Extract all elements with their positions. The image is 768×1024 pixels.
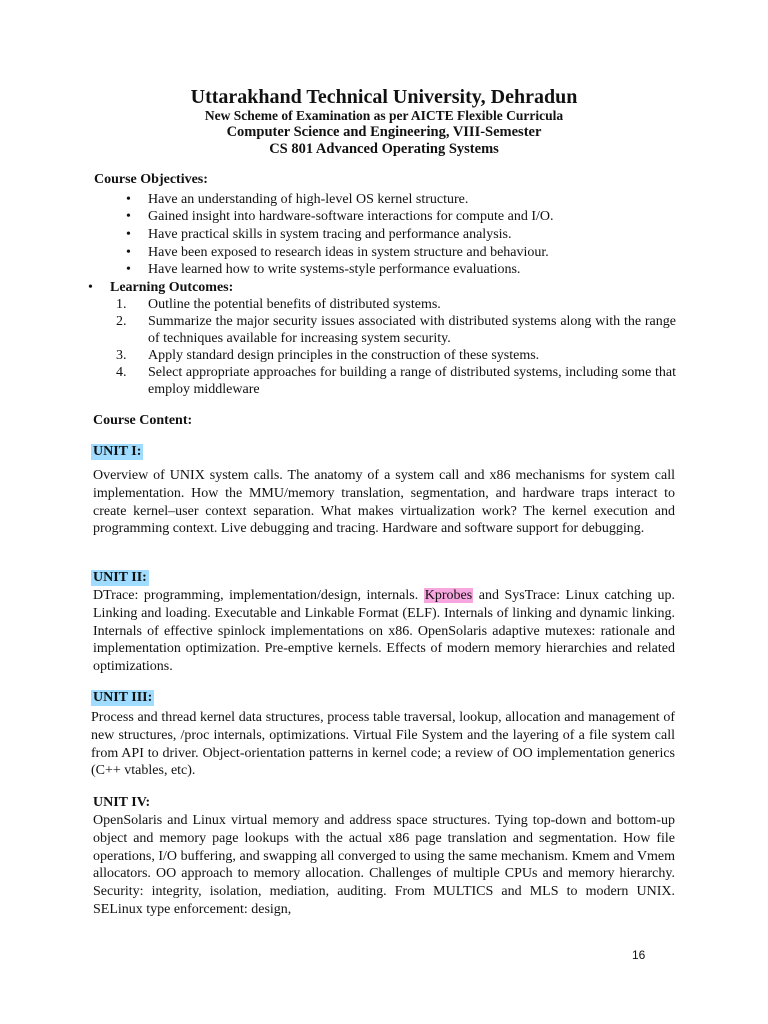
bullet-icon: • xyxy=(88,280,93,295)
unit-2-title: UNIT II: xyxy=(93,570,147,585)
document-page: Uttarakhand Technical University, Dehradun New Scheme of Examination as per AICTE Flexible Curricula Computer Science and Engineering, VIII-Semester CS 801 Advanced Operating Systems Course Objectives: • Have an understanding of high-level OS kernel structure. • Gained insight into hardware-software interactions for compute and I/O. • Have practical skills in system tracing and performance analysis. • Have been exposed to research ideas in system structure and behaviour. • Have learned how to write systems-style performance evaluations. • Learning Outcomes: 1. Outline the potential benefits of distributed systems. 2. Summarize the major security issues associated with distributed systems along with the range of techniques available for increasing system security. 3. Apply standard design principles in the construction of these systems. 4. Select appropriate approaches for building a range of distributed systems, including some that employ middleware Course Content: UNIT I: Overview of UNIX system calls. The anatomy of a system call and x86 mechanisms for system call implementation. How the MMU/memory translation, segmentation, and hardware traps interact to create kernel–user context separation. What makes virtualization work? The kernel execution and programming context. Live debugging and tracing. Hardware and software support for debugging. UNIT II: DTrace: programming, implementation/design, internals. Kprobes and SysTrace: Linux catching up. Linking and loading. Executable and Linkable Format (ELF). Internals of linking and dynamic linking. Internals of effective spinlock implementations on x86. OpenSolaris adaptive mutexes: rationale and implementation optimization. Pre-emptive kernels. Effects of modern memory hierarchies and related optimizations. UNIT III: Process and thread kernel data structures, process table traversal, lookup, allocation and management of new structures, /proc internals, optimizations. Virtual File System and the layering of a file system call from API to driver. Object-orientation patterns in kernel code; a review of OO implementation generics (C++ vtables, etc). UNIT IV: OpenSolaris and Linux virtual memory and address space structures. Tying top-down and bottom-up object and memory page lookups with the actual x86 page translation and segmentation. How file operations, I/O buffering, and swapping all converged to using the same mechanism. Kmem and Vmem allocators. OO approach to memory allocation. Challenges of multiple CPUs and memory hierarchy. Security: integrity, isolation, mediation, auditing. From MULTICS and MLS to modern UNIX. SELinux type enforcement: design, 16 xyxy=(0,0,768,1024)
outcomes-heading: Learning Outcomes: xyxy=(110,280,234,295)
page-number: 16 xyxy=(632,948,646,962)
objectives-heading: Course Objectives: xyxy=(94,172,208,187)
bullet-icon: • xyxy=(126,209,131,224)
course-content-heading: Course Content: xyxy=(93,413,193,428)
unit-4-title: UNIT IV: xyxy=(93,795,151,810)
bullet-icon: • xyxy=(126,227,131,242)
list-item: 4. Select appropriate approaches for building a range of distributed systems, including some that employ middleware xyxy=(116,365,676,397)
university-title: Uttarakhand Technical University, Dehradun xyxy=(190,86,578,108)
scheme-subtitle: New Scheme of Examination as per AICTE Flexible Curricula xyxy=(204,108,564,123)
list-item: 2. Summarize the major security issues associated with distributed systems along with the range of techniques available for increasing system security. xyxy=(116,314,676,346)
bullet-icon: • xyxy=(126,192,131,207)
bullet-icon: • xyxy=(126,262,131,277)
unit-1-title: UNIT I: xyxy=(93,444,142,459)
unit-1-text: Overview of UNIX system calls. The anatomy of a system call and x86 mechanisms for system call implementation. How the MMU/memory translation, segmentation, and hardware traps interact to create kernel–user context separation. What makes virtualization work? The kernel execution and programming context. Live debugging and tracing. Hardware and software support for debugging. xyxy=(93,468,675,537)
bullet-icon: • xyxy=(126,245,131,260)
outcomes-list xyxy=(116,296,676,398)
unit-4-text: OpenSolaris and Linux virtual memory and address space structures. Tying top-down and bottom-up object and memory page lookups with the actual x86 page translation and segmentation. How file operations, I/O buffering, and swapping all converged to using the same mechanism. Kmem and Vmem allocators. OO approach to memory allocation. Challenges of multiple CPUs and memory hierarchy. Security: integrity, isolation, mediation, auditing. From MULTICS and MLS to modern UNIX. SELinux type enforcement: design, xyxy=(93,813,675,917)
unit-3-title: UNIT III: xyxy=(93,690,153,705)
list-item: 3. Apply standard design principles in the construction of these systems. xyxy=(116,348,540,363)
highlighted-term: Kprobes xyxy=(424,588,473,603)
course-title: CS 801 Advanced Operating Systems xyxy=(269,141,499,157)
unit-3-text: Process and thread kernel data structures, process table traversal, lookup, allocation and management of new structures, /proc internals, optimizations. Virtual File System and the layering of a file system call from API to driver. Object-orientation patterns in kernel code; a review of OO implementation generics (C++ vtables, etc). xyxy=(91,710,675,779)
list-item: 1. Outline the potential benefits of distributed systems. xyxy=(116,297,441,312)
unit-2-text: DTrace: programming, implementation/design, internals. Kprobes and SysTrace: Linux catching up. Linking and loading. Executable and Linkable Format (ELF). Internals of linking and dynamic linking. Internals of effective spinlock implementations on x86. OpenSolaris adaptive mutexes: rationale and implementation optimization. Pre-emptive kernels. Effects of modern memory hierarchies and related optimizations. xyxy=(93,588,675,675)
branch-subtitle: Computer Science and Engineering, VIII-Semester xyxy=(226,124,542,140)
